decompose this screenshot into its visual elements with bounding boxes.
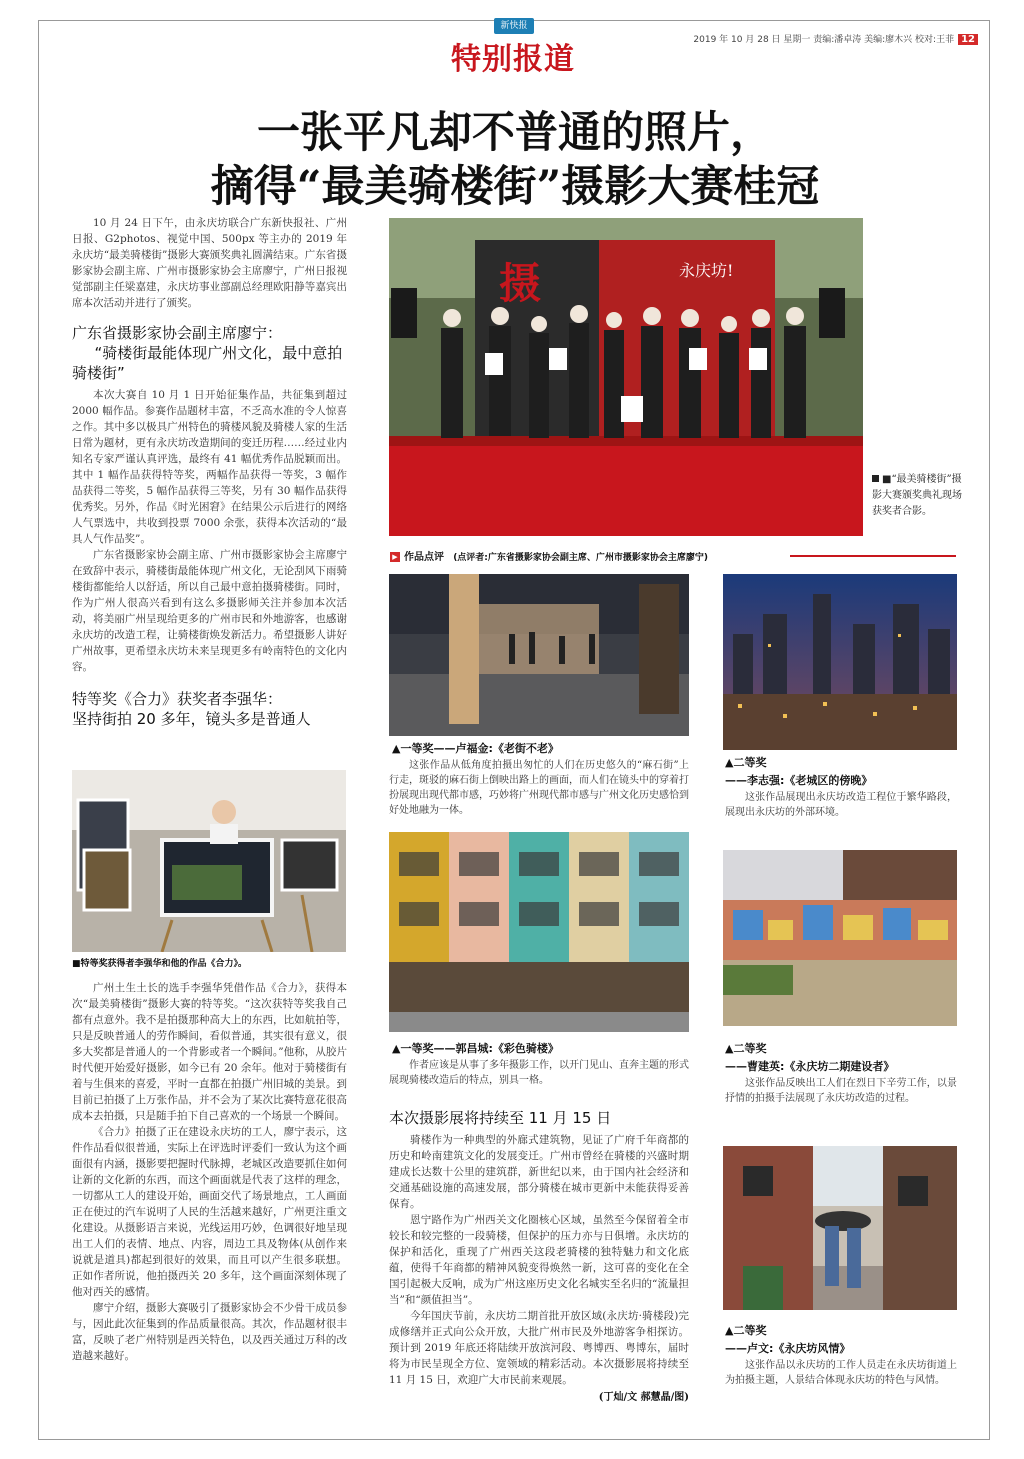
section3-body: 骑楼作为一种典型的外廊式建筑物，见证了广府千年商都的历史和岭南建筑文化的发展变迁。广州市曾经在骑楼的兴盛时期建成长达数十公里的建筑群，新世纪以来，由于国内社会经济和交通基础设施的高速发展，部分骑楼在城市更新中未能获得妥善保育。 恩宁路作为广州西关文化圈核心区域，虽然至今保留着全市较长和较完整的一段骑楼，但保护的压力亦与日俱增。永庆坊的保护和活化，重现了广州西关这段老骑楼的独特魅力和文化底蕴，使得千年商都的精神风貌变得焕然一新，这可喜的变化在全国引起极大反响，成为广州这座历史文化名城实至名归的“流量担当”和“颜值担当”。 今年国庆节前，永庆坊二期首批开放区域(永庆坊·骑楼段)完成修缮并正式向公众开放，大批广州市民及外地游客争相探访。预计到 2019 年底还将陆续开放滨河段、粤博西、粤博东，届时将为市民呈现全方位、宽领域的精彩活动。本次摄影展将持续至 11 月 15 日，欢迎广大市民前来观展。 (389, 1134, 689, 1386)
article-credit: (丁灿/文 郝慧晶/图) (598, 1392, 689, 1403)
review-note: (点评者:广东省摄影家协会副主席、广州市摄影家协会主席廖宁) (453, 553, 709, 563)
award1-label: ▲一等奖——卢福金:《老街不老》 (392, 742, 559, 755)
award5-label-name: ——卢文:《永庆坊风情》 (725, 1342, 851, 1355)
award2-photo (723, 574, 957, 750)
date-line-text: 2019 年 10 月 28 日 星期一 责编:潘卓涛 美编:廖木兴 校对:王菲 (693, 35, 955, 45)
award2-label: ▲二等奖 (725, 756, 767, 769)
section3-heading: 本次摄影展将持续至 11 月 15 日 (389, 1109, 612, 1127)
review-rule (790, 555, 956, 557)
section1-heading: 广东省摄影家协会副主席廖宁： “骑楼街最能体现广州文化，最中意拍骑楼街” (72, 324, 343, 382)
award3-label: ▲一等奖——郭昌城:《彩色骑楼》 (392, 1042, 559, 1055)
award3-desc: 作者应该是从事了多年摄影工作，以开门见山、直奔主题的形式展现骑楼改造后的特点，别具一格。 (389, 1060, 689, 1086)
ceremony-photo (389, 218, 863, 536)
headline-line2: 摘得“最美骑楼街”摄影大赛桂冠 (210, 162, 820, 212)
award5-desc: 这张作品以永庆坊的工作人员走在永庆坊街道上为拍摄主题，人景结合体现永庆坊的特色与风情。 (725, 1360, 957, 1386)
svg-text:摄: 摄 (499, 259, 542, 308)
date-line (638, 32, 978, 45)
section2-heading: 特等奖《合力》获奖者李强华： 坚持街拍 20 多年，镜头多是普通人 (72, 690, 311, 728)
play-triangle-icon: ▶ (390, 552, 400, 562)
svg-text:永庆坊!: 永庆坊! (679, 261, 734, 280)
headline (120, 106, 910, 214)
award1-photo (389, 574, 689, 736)
award4-label: ▲二等奖 (725, 1042, 767, 1055)
page-number: 12 (958, 34, 978, 45)
award3-photo (389, 832, 689, 1032)
award5-label: ▲二等奖 (725, 1324, 767, 1337)
left-column (72, 215, 347, 733)
review-label: 作品点评 (404, 552, 444, 563)
award4-photo (723, 850, 957, 1026)
ceremony-caption: ■“最美骑楼街”摄影大赛颁奖典礼现场获奖者合影。 (872, 474, 962, 517)
special-prize-photo (72, 770, 346, 952)
special-prize-caption: ■特等奖获得者李强华和他的作品《合力》。 (72, 959, 248, 969)
caption-square-icon (872, 475, 879, 482)
award4-label-name: ——曹建英:《永庆坊二期建设者》 (725, 1060, 895, 1073)
award5-photo (723, 1146, 957, 1310)
section-title: 特别报道 (451, 42, 575, 77)
section-logo: 新快报 (494, 18, 534, 34)
intro-paragraph: 10 月 24 日下午，由永庆坊联合广东新快报社、广州日报、G2photos、视觉中国、500px 等主办的 2019 年永庆坊“最美骑楼街”摄影大赛颁奖典礼圆满结束。广东省摄影家协会副主席、广州市摄影家协会主席廖宁，广州日报视觉部副主任梁嘉建，永庆坊事业部副总经理欧阳静等嘉宾出席本次活动并进行了颁奖。 (72, 217, 347, 309)
award2-label-name: ——李志强:《老城区的傍晚》 (725, 774, 873, 787)
section1-body: 本次大赛自 10 月 1 日开始征集作品，共征集到超过 2000 幅作品。参赛作品题材丰富，不乏高水准的令人惊喜之作。其中多以极具广州特色的骑楼风貌及骑楼人家的生活日常为题材，更有永庆坊改造期间的变迁历程……经过业内知名专家严谨认真评选，最终有 41 幅优秀作品脱颖而出。其中 1 幅作品获得特等奖，两幅作品获得一等奖，3 幅作品获得二等奖，5 幅作品获得三等奖，另有 30 幅作品获得优秀奖。另外，作品《时光困窘》在结果公示后进行的网络人气票选中，共收到投票 7000 余张，获得本次活动的“最具人气作品奖”。 广东省摄影家协会副主席、广州市摄影家协会主席廖宁在致辞中表示，骑楼街最能体现广州文化，无论刮风下雨骑楼街都能给人以舒适，所以自己最中意拍摄骑楼街。同时，作为广州人很高兴看到有这么多摄影师关注并参加本次活动，将美丽广州呈现给更多的广州市民和外地游客，也感谢永庆坊的改造工程，让骑楼街焕发新活力。希望摄影人讲好广州故事，更希望永庆坊未来呈现更多有岭南特色的文化内容。 (72, 389, 347, 673)
award1-desc: 这张作品从低角度拍摄出匆忙的人们在历史悠久的“麻石街”上行走，斑驳的麻石街上倒映出路上的画面，而人们在镜头中的穿着打扮展现出现代都市感，巧妙将广州现代都市感与广州文化历史感恰到好处地融为一体。 (389, 760, 689, 816)
section3 (389, 1108, 689, 1403)
headline-line1: 一张平凡却不普通的照片， (257, 108, 773, 158)
review-bar (390, 548, 956, 564)
section2-body: 广州土生土长的选手李强华凭借作品《合力》，获得本次“最美骑楼街”摄影大赛的特等奖。“这次获特等奖我自己都有点意外。我不是拍摄那种高大上的东西，比如航拍等，只是反映普通人的劳作瞬间，看似普通，其实很有意义，很多大奖都是普通人的一个背影或者一个瞬间。”他称，从胶片时代便开始爱好摄影，如今已有 20 余年。他对于骑楼街有着与生俱来的喜爱，平时一直都在拍摄广州旧城的美景。到目前已拍摄了上万张作品，并不会为了某次比赛特意花很高成本去拍摄，只是随手拍下自己喜欢的一个场景一个瞬间。 《合力》拍摄了正在建设永庆坊的工人，廖宁表示，这件作品看似很普通，实际上在评选时评委们一致认为这个画面很有内涵，摄影要把握时代脉搏，老城区改造要抓住如何让新的文化新的东西，而这个画面就是代表了这样的理念，一切都从工人的建设开始，画面交代了场景地点，工人画面正在使过的汽车说明了人民的生活越来越好，广州更注重文化建设。从摄影语言来说，光线运用巧妙，色调很好地呈现出工人们的表情、地点、内容，周边工具及物体(从创作来说就是道具)都起到很好的效果，而且可以产生很多联想。正如作者所说，他拍摄西关 20 多年，这个画面深刻体现了他对西关的感情。 廖宁介绍，摄影大赛吸引了摄影家协会不少骨干成员参与，因此此次征集到的作品质量很高。其次，作品题材很丰富，反映了老广州特别是西关特色，以及西关通过万科的改造越来越好。 (72, 982, 347, 1362)
award4-desc: 这张作品反映出工人们在烈日下辛劳工作，以景抒情的拍摄手法展现了永庆坊改造的过程。 (725, 1078, 957, 1104)
award2-desc: 这张作品展现出永庆坊改造工程位于繁华路段，展现出永庆坊的外部环境。 (725, 792, 957, 818)
